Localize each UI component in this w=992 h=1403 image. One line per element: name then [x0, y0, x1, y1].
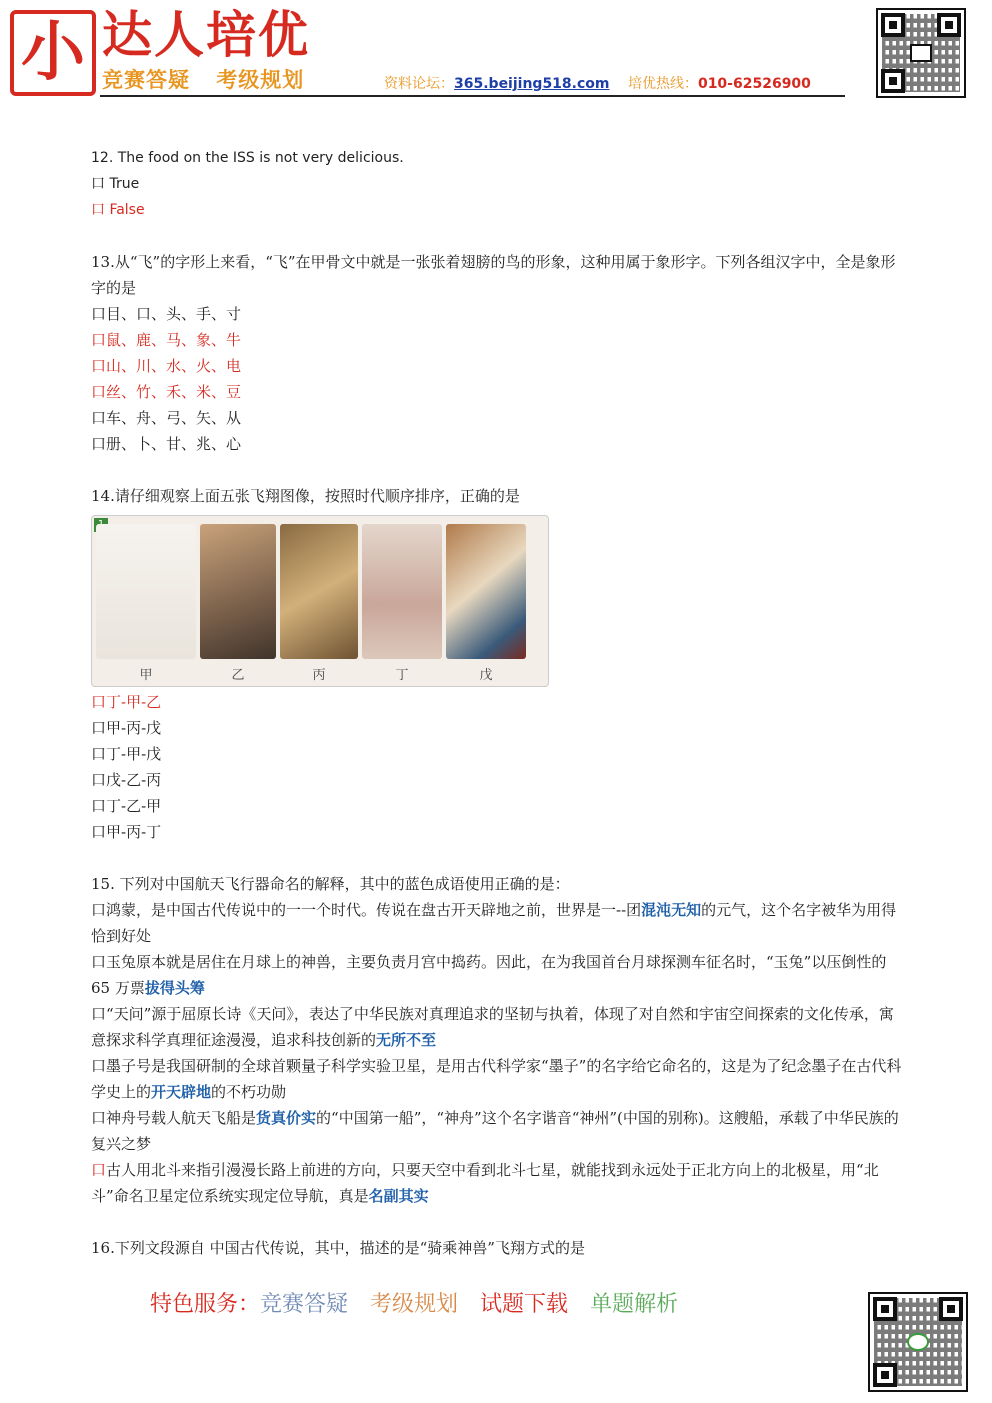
question-15-option[interactable] — [91, 1105, 906, 1157]
question-13-option[interactable]: 口目、口、头、手、寸 — [91, 305, 242, 323]
option-idiom: 名副其实 — [368, 1187, 429, 1205]
forum-label: 资料论坛： — [384, 76, 454, 92]
question-13-option[interactable]: 口册、卜、甘、兆、心 — [91, 435, 242, 453]
option-text: 口墨子号是我国研制的全球首颗量子科学实验卫星，是用古代科学家“墨子”的名字给它命名的，这是为了纪念墨子在古代科学史上的 — [91, 1057, 902, 1101]
panel-label: 戊 — [479, 668, 493, 683]
question-15-option[interactable] — [91, 897, 906, 949]
option-text: 口神舟号载人航天飞船是 — [91, 1109, 257, 1127]
image-panel-yi — [200, 524, 276, 659]
brand-sub-item: 竞赛答疑 — [102, 68, 190, 92]
header-info — [384, 73, 811, 93]
question-14-option[interactable]: 口丁-乙-甲 — [91, 797, 162, 815]
question-14-option[interactable]: 口丁-甲-戊 — [91, 745, 162, 763]
question-14-option[interactable]: 口戊-乙-丙 — [91, 771, 162, 789]
question-16-stem: 16.下列文段源自 中国古代传说，其中，描述的是“骑乘神兽”飞翔方式的是 — [91, 1239, 585, 1257]
option-text: 的元气，这个名字被华为用得恰到好处 — [91, 901, 897, 945]
question-12-stem: 12. The food on the ISS is not very delicious. — [91, 150, 404, 166]
footer-services — [150, 1289, 700, 1321]
question-14-stem: 14.请仔细观察上面五张飞翔图像，按照时代顺序排序，正确的是 — [91, 487, 520, 505]
footer-service-link[interactable]: 竞赛答疑 — [260, 1292, 349, 1317]
option-idiom: 货真价实 — [256, 1109, 317, 1127]
option-idiom: 拔得头筹 — [144, 979, 205, 997]
hotline-number: 010-62526900 — [697, 76, 811, 92]
option-text: 口玉兔原本就是居住在月球上的神兽，主要负责月宫中捣药。因此，在为我国首台月球探测车征名时，“玉兔”以压倒性的 65 万票 — [91, 953, 887, 997]
brand-logo-char: 小 — [21, 16, 85, 90]
question-15-option[interactable] — [91, 949, 906, 1001]
option-idiom: 无所不至 — [376, 1031, 437, 1049]
flying-images-figure — [91, 515, 549, 687]
document-body — [91, 145, 906, 1261]
question-14-option-correct[interactable]: 口丁-甲-乙 — [91, 693, 162, 711]
footer-service-link[interactable]: 考级规划 — [370, 1292, 459, 1317]
question-12-option-correct[interactable]: 口 False — [91, 202, 145, 218]
option-text: 古人用北斗来指引漫漫长路上前进的方向，只要天空中看到北斗七星，就能找到永远处于正北方向上的北极星，用“北斗”命名卫星定位系统实现定位导航，真是 — [91, 1161, 879, 1205]
footer-service-link[interactable]: 单题解析 — [590, 1292, 679, 1317]
image-panel-bing — [280, 524, 358, 659]
question-13-stem: 13.从“飞”的字形上来看，“飞”在甲骨文中就是一张张着翅膀的鸟的形象，这种用属于象形字。下列各组汉字中，全是象形字的是 — [91, 253, 896, 297]
forum-link[interactable]: 365.beijing518.com — [454, 76, 610, 92]
option-text: 的“中国第一船”，“神舟”这个名字谐音“神州”(中国的别称)。这艘船，承载了中华民族的复兴之梦 — [91, 1109, 899, 1153]
brand-logo — [10, 10, 96, 96]
brand-title: 达人培优 — [102, 6, 310, 64]
question-13-option-correct[interactable]: 口山、川、水、火、电 — [91, 357, 242, 375]
image-panel-ding — [362, 524, 442, 659]
option-text: 的不朽功勋 — [211, 1083, 287, 1101]
option-checkbox-correct: 口 — [91, 1161, 107, 1179]
brand-sub-item: 考级规划 — [216, 68, 305, 92]
panel-label: 甲 — [139, 668, 153, 683]
question-15-stem: 15. 下列对中国航天飞行器命名的解释，其中的蓝色成语使用正确的是： — [91, 875, 570, 893]
question-15-option[interactable] — [91, 1001, 906, 1053]
panel-label: 丁 — [395, 668, 409, 683]
image-panel-jia — [96, 524, 196, 659]
brand-subtitle — [102, 66, 322, 94]
footer-service-link[interactable]: 试题下载 — [480, 1292, 569, 1317]
footer-label: 特色服务： — [150, 1292, 261, 1317]
question-13-option-correct[interactable]: 口鼠、鹿、马、象、牛 — [91, 331, 242, 349]
option-idiom: 开天辟地 — [151, 1083, 212, 1101]
question-15-option[interactable] — [91, 1053, 906, 1105]
panel-label: 丙 — [312, 668, 326, 683]
question-13-option[interactable]: 口车、舟、弓、矢、从 — [91, 409, 242, 427]
qr-code-icon — [876, 8, 966, 98]
panel-label: 乙 — [231, 668, 245, 683]
hotline-label: 培优热线： — [627, 76, 698, 92]
question-12-option[interactable]: 口 True — [91, 176, 140, 192]
header-divider — [100, 95, 845, 97]
option-text: 口“天问”源于屈原长诗《天问》，表达了中华民族对真理追求的坚韧与执着，体现了对自然和宇宙空间探索的文化传承，寓意探求科学真理征途漫漫，追求科技创新的 — [91, 1005, 894, 1049]
image-panel-wu — [446, 524, 526, 659]
question-14-option[interactable]: 口甲-丙-丁 — [91, 823, 162, 841]
question-13-option-correct[interactable]: 口丝、竹、禾、米、豆 — [91, 383, 242, 401]
wechat-qr-code-icon — [868, 1292, 968, 1392]
wechat-icon — [907, 1333, 929, 1351]
option-idiom: 混沌无知 — [641, 901, 702, 919]
option-text: 口鸿蒙，是中国古代传说中的一一个时代。传说在盘古开天辟地之前，世界是一--团 — [91, 901, 642, 919]
question-14-option[interactable]: 口甲-丙-戊 — [91, 719, 162, 737]
question-15-option-correct[interactable] — [91, 1157, 906, 1209]
video-icon — [910, 44, 932, 62]
